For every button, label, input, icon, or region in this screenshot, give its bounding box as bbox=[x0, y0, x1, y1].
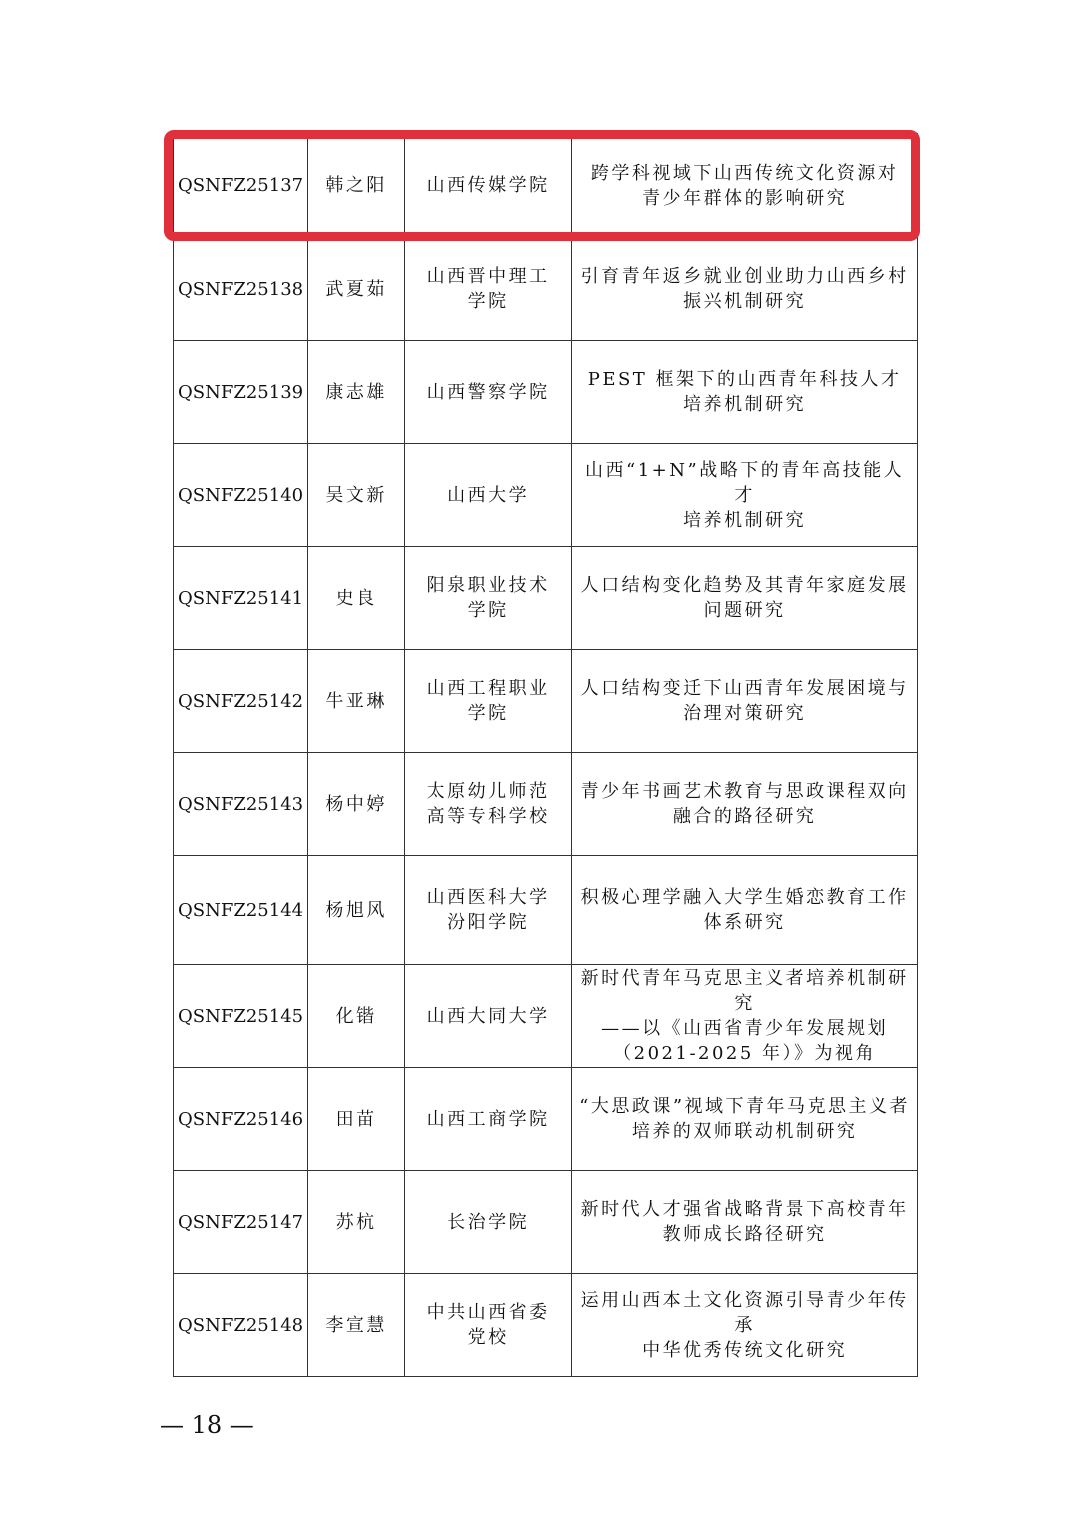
institution: 山西大学 bbox=[405, 444, 572, 547]
institution: 山西传媒学院 bbox=[405, 134, 572, 238]
institution: 中共山西省委 党校 bbox=[405, 1274, 572, 1377]
institution: 山西晋中理工 学院 bbox=[405, 238, 572, 341]
project-table bbox=[173, 133, 918, 1377]
table-row bbox=[174, 856, 918, 965]
project-title: 引育青年返乡就业创业助力山西乡村 振兴机制研究 bbox=[572, 238, 918, 341]
researcher-name: 李宣慧 bbox=[308, 1274, 405, 1377]
project-title: 山西“1+N”战略下的青年高技能人才 培养机制研究 bbox=[572, 444, 918, 547]
table-row bbox=[174, 650, 918, 753]
project-code: QSNFZ25139 bbox=[174, 341, 308, 444]
institution: 阳泉职业技术 学院 bbox=[405, 547, 572, 650]
project-title: “大思政课”视域下青年马克思主义者 培养的双师联动机制研究 bbox=[572, 1068, 918, 1171]
table-row bbox=[174, 965, 918, 1068]
institution: 山西工商学院 bbox=[405, 1068, 572, 1171]
researcher-name: 韩之阳 bbox=[308, 134, 405, 238]
project-code: QSNFZ25143 bbox=[174, 753, 308, 856]
table-row bbox=[174, 341, 918, 444]
table-row bbox=[174, 238, 918, 341]
project-code: QSNFZ25148 bbox=[174, 1274, 308, 1377]
researcher-name: 史良 bbox=[308, 547, 405, 650]
institution: 山西大同大学 bbox=[405, 965, 572, 1068]
table-row bbox=[174, 134, 918, 238]
table-row bbox=[174, 1171, 918, 1274]
project-title: 运用山西本土文化资源引导青少年传承 中华优秀传统文化研究 bbox=[572, 1274, 918, 1377]
project-code: QSNFZ25138 bbox=[174, 238, 308, 341]
institution: 太原幼儿师范 高等专科学校 bbox=[405, 753, 572, 856]
researcher-name: 牛亚琳 bbox=[308, 650, 405, 753]
table-row bbox=[174, 753, 918, 856]
institution: 山西警察学院 bbox=[405, 341, 572, 444]
table-row bbox=[174, 444, 918, 547]
institution: 长治学院 bbox=[405, 1171, 572, 1274]
page-number: — 18 — bbox=[160, 1411, 254, 1439]
project-code: QSNFZ25137 bbox=[174, 134, 308, 238]
researcher-name: 杨中婷 bbox=[308, 753, 405, 856]
project-code: QSNFZ25144 bbox=[174, 856, 308, 965]
project-title: 跨学科视域下山西传统文化资源对 青少年群体的影响研究 bbox=[572, 134, 918, 238]
project-code: QSNFZ25145 bbox=[174, 965, 308, 1068]
project-code: QSNFZ25146 bbox=[174, 1068, 308, 1171]
researcher-name: 武夏茹 bbox=[308, 238, 405, 341]
institution: 山西工程职业 学院 bbox=[405, 650, 572, 753]
project-code: QSNFZ25147 bbox=[174, 1171, 308, 1274]
project-title: 积极心理学融入大学生婚恋教育工作 体系研究 bbox=[572, 856, 918, 965]
project-title: 人口结构变化趋势及其青年家庭发展 问题研究 bbox=[572, 547, 918, 650]
researcher-name: 田苗 bbox=[308, 1068, 405, 1171]
table-row bbox=[174, 1274, 918, 1377]
researcher-name: 化锴 bbox=[308, 965, 405, 1068]
project-title: PEST 框架下的山西青年科技人才 培养机制研究 bbox=[572, 341, 918, 444]
researcher-name: 苏杭 bbox=[308, 1171, 405, 1274]
institution: 山西医科大学 汾阳学院 bbox=[405, 856, 572, 965]
project-title: 青少年书画艺术教育与思政课程双向 融合的路径研究 bbox=[572, 753, 918, 856]
project-title: 人口结构变迁下山西青年发展困境与 治理对策研究 bbox=[572, 650, 918, 753]
project-code: QSNFZ25142 bbox=[174, 650, 308, 753]
researcher-name: 杨旭风 bbox=[308, 856, 405, 965]
project-code: QSNFZ25141 bbox=[174, 547, 308, 650]
table-row bbox=[174, 1068, 918, 1171]
researcher-name: 康志雄 bbox=[308, 341, 405, 444]
table-row bbox=[174, 547, 918, 650]
researcher-name: 吴文新 bbox=[308, 444, 405, 547]
project-code: QSNFZ25140 bbox=[174, 444, 308, 547]
project-title: 新时代青年马克思主义者培养机制研究 ——以《山西省青少年发展规划 （2021-2025 年）》为视角 bbox=[572, 965, 918, 1068]
project-table-body bbox=[174, 134, 918, 1377]
project-title: 新时代人才强省战略背景下高校青年 教师成长路径研究 bbox=[572, 1171, 918, 1274]
